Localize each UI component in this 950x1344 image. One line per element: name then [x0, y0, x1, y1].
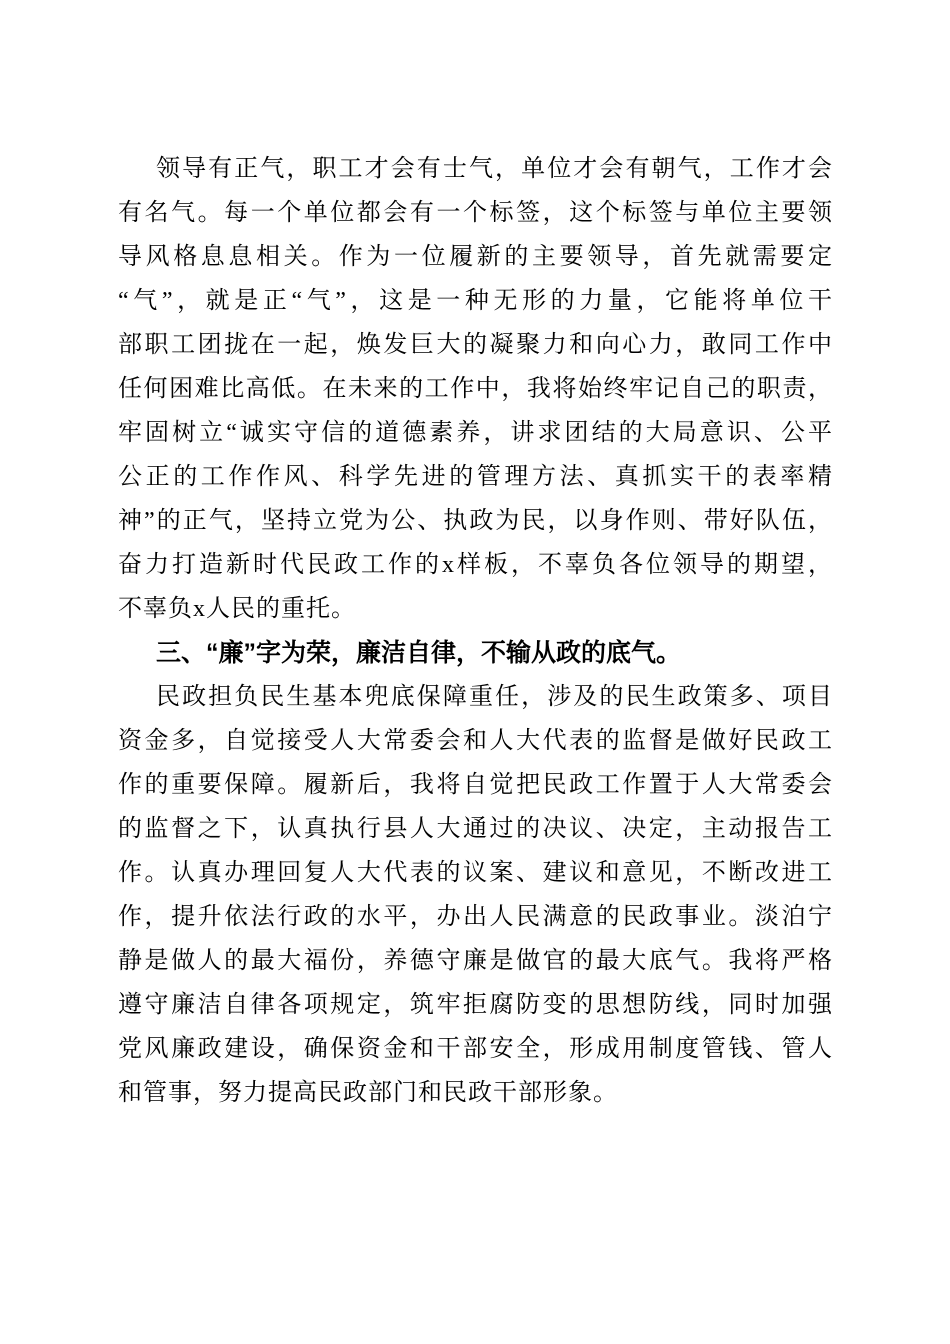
text-line: 部职工团拢在一起，焕发巨大的凝聚力和向心力，敢同工作中: [118, 332, 833, 358]
text-line: 领导有正气，职工才会有士气，单位才会有朝气，工作才会: [156, 156, 833, 182]
text-line: 任何困难比高低。在未来的工作中，我将始终牢记自己的职责，: [118, 376, 833, 402]
text-line: 神”的正气，坚持立党为公、执政为民，以身作则、带好队伍，: [118, 508, 833, 534]
text-line: 导风格息息相关。作为一位履新的主要领导，首先就需要定: [118, 244, 833, 270]
text-line: 党风廉政建设，确保资金和干部安全，形成用制度管钱、管人: [118, 1036, 833, 1062]
text-line: 作，提升依法行政的水平，办出人民满意的民政事业。淡泊宁: [118, 904, 833, 930]
paragraph-1: [118, 147, 833, 631]
text-line: 作的重要保障。履新后，我将自觉把民政工作置于人大常委会: [118, 772, 833, 798]
text-line: 资金多，自觉接受人大常委会和人大代表的监督是做好民政工: [118, 728, 833, 754]
text-line: 和管事，努力提高民政部门和民政干部形象。: [118, 1080, 618, 1106]
text-line: 牢固树立“诚实守信的道德素养，讲求团结的大局意识、公平: [118, 420, 833, 446]
section-heading: 三、“廉”字为荣，廉洁自律，不输从政的底气。: [156, 639, 682, 667]
text-line: 公正的工作作风、科学先进的管理方法、真抓实干的表率精: [118, 464, 833, 490]
text-line: 有名气。每一个单位都会有一个标签，这个标签与单位主要领: [118, 200, 833, 226]
text-line: 遵守廉洁自律各项规定，筑牢拒腐防变的思想防线，同时加强: [118, 992, 833, 1018]
text-line: 静是做人的最大福份，养德守廉是做官的最大底气。我将严格: [118, 948, 833, 974]
text-line: 作。认真办理回复人大代表的议案、建议和意见，不断改进工: [118, 860, 833, 886]
text-line: 不辜负x人民的重托。: [118, 596, 356, 622]
text-line: 奋力打造新时代民政工作的x样板，不辜负各位领导的期望，: [118, 552, 833, 578]
text-line: 民政担负民生基本兜底保障重任，涉及的民生政策多、项目: [156, 684, 833, 710]
text-line: 的监督之下，认真执行县人大通过的决议、决定，主动报告工: [118, 816, 833, 842]
document-text-block: [118, 147, 833, 1115]
text-line: “气”，就是正“气”，这是一种无形的力量，它能将单位干: [118, 288, 833, 314]
paragraph-2: [118, 675, 833, 1115]
